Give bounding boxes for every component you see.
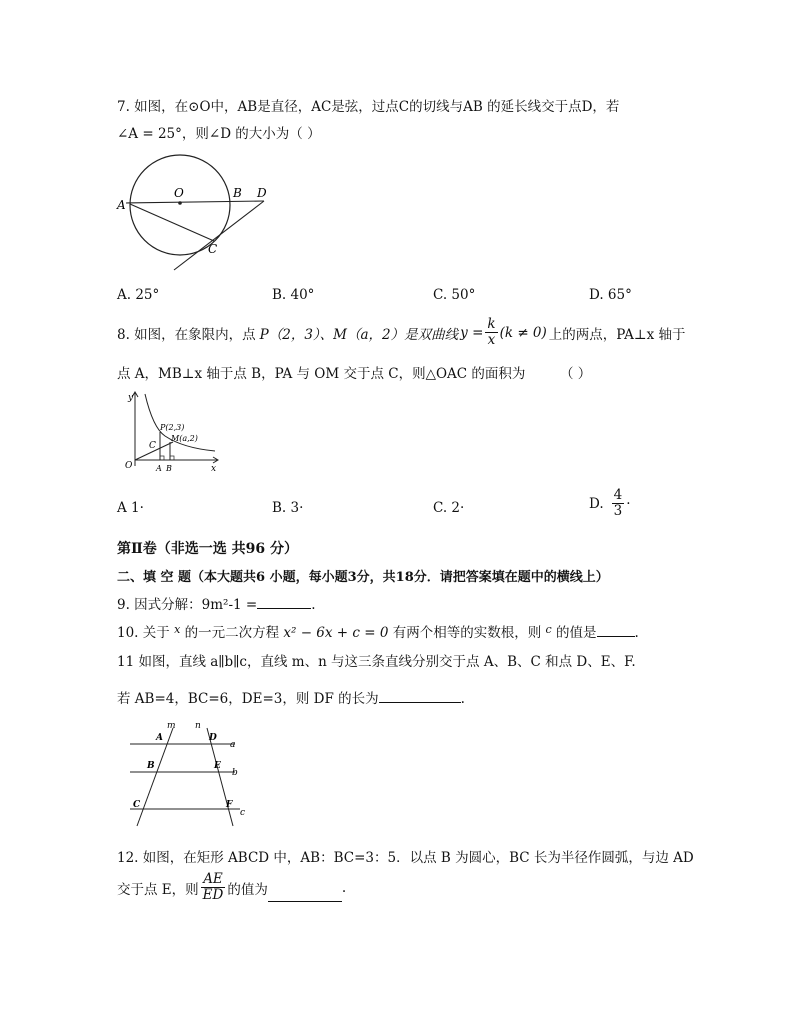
q8-label-m: M(a,2) bbox=[171, 434, 198, 443]
q12-line2-a: 交于点 E，则 bbox=[117, 881, 199, 898]
q11-label-B: B bbox=[147, 761, 155, 771]
q11-label-E: E bbox=[214, 761, 221, 771]
q8-label-c: C bbox=[149, 441, 156, 451]
q10-d: 的值是 bbox=[556, 625, 597, 641]
q11-label-F: F bbox=[226, 800, 233, 810]
q7-label-o: O bbox=[174, 186, 184, 200]
q11-end: . bbox=[460, 691, 465, 707]
q7-label-a: A bbox=[117, 198, 126, 212]
q8-formula-den: x bbox=[487, 332, 496, 348]
q8-option-d-prefix: D. bbox=[589, 495, 604, 512]
q8-text-line1 bbox=[117, 317, 685, 348]
q12-text-line1: 12. 如图，在矩形 ABCD 中，AB：BC=3：5．以点 B 为圆心，BC 长为半径作圆弧，与边 AD bbox=[117, 850, 694, 866]
q8-option-d-den: 3 bbox=[613, 503, 623, 519]
q8-option-d bbox=[589, 488, 631, 519]
q8-option-d-frac bbox=[612, 488, 625, 519]
q10-end: . bbox=[634, 625, 639, 641]
q8-line1-b: P（2，3）、M（a，2）是双曲线 bbox=[259, 326, 459, 343]
q8-text-line2: 点 A，MB⊥x 轴于点 B，PA 与 OM 交于点 C，则△OAC 的面积为 bbox=[117, 366, 526, 382]
q12-frac-num: AE bbox=[203, 871, 223, 887]
q7-text-line1: 7. 如图，在⊙O中，AB是直径，AC是弦，过点C的切线与AB 的延长线交于点D，若 bbox=[117, 99, 620, 115]
q10-cvar: c bbox=[545, 623, 552, 636]
q11-label-C: C bbox=[133, 800, 141, 810]
q11-text-line2-wrap bbox=[117, 687, 465, 707]
q8-option-a: A 1· bbox=[117, 500, 144, 516]
q8-option-d-suffix: · bbox=[626, 495, 631, 512]
q10-a: 10. 关于 bbox=[117, 625, 170, 641]
q12-answer-blank[interactable] bbox=[268, 887, 342, 902]
q9-line bbox=[117, 593, 316, 613]
q11-label-n: n bbox=[195, 721, 201, 731]
q8-line1-c: 上的两点，PA⊥x 轴于 bbox=[548, 326, 686, 343]
q8-label-x: x bbox=[211, 464, 217, 474]
q10-eq: x² − 6x + c = 0 bbox=[283, 625, 389, 641]
q9-text: 9. 因式分解：9m²-1 = bbox=[117, 597, 258, 613]
q8-formula-cond: (k ≠ 0) bbox=[499, 324, 547, 341]
q12-frac-den: ED bbox=[202, 887, 224, 903]
q12-line2-b: 的值为 bbox=[227, 881, 268, 898]
q10-c: 有两个相等的实数根，则 bbox=[392, 625, 542, 641]
q8-option-d-num: 4 bbox=[613, 487, 623, 503]
q7-option-b: B. 40° bbox=[272, 287, 315, 303]
q7-label-b: B bbox=[233, 186, 242, 200]
q7-label-d: D bbox=[257, 186, 267, 200]
q8-formula-frac bbox=[485, 317, 497, 348]
q7-option-c: C. 50° bbox=[433, 287, 476, 303]
q8-label-a: A bbox=[156, 464, 162, 473]
q7-option-d: D. 65° bbox=[589, 287, 632, 303]
q11-label-a-line: a bbox=[230, 740, 236, 750]
q8-label-b: B bbox=[166, 464, 172, 473]
q11-label-c-line: c bbox=[240, 808, 246, 818]
q9-end: . bbox=[311, 597, 316, 613]
q10-x: x bbox=[174, 623, 181, 636]
q8-paren: （ ） bbox=[560, 366, 592, 382]
q11-parallel-lines-figure bbox=[125, 718, 255, 830]
section-subtitle: 二、填 空 题（本大题共6 小题，每小题3分，共18分．请把答案填在题中的横线上） bbox=[117, 570, 609, 585]
q8-formula-y: y = bbox=[460, 324, 484, 341]
q8-line1-a: 8. 如图，在象限内，点 bbox=[117, 326, 256, 343]
q10-b: 的一元二次方程 bbox=[184, 625, 280, 641]
q8-hyperbola-figure bbox=[115, 388, 225, 476]
q7-text-line2: ∠A = 25°，则∠D 的大小为（ ） bbox=[117, 126, 321, 142]
q12-end: . bbox=[341, 879, 347, 896]
q7-circle-figure bbox=[112, 148, 282, 273]
q10-line bbox=[117, 621, 639, 641]
q9-answer-blank[interactable] bbox=[257, 594, 311, 609]
q12-text-line2 bbox=[117, 872, 346, 903]
q7-option-a: A. 25° bbox=[117, 287, 160, 303]
section-title: 第Ⅱ卷（非选一选 共96 分） bbox=[117, 541, 299, 557]
q8-label-o: O bbox=[125, 461, 133, 471]
q11-answer-blank[interactable] bbox=[379, 688, 461, 703]
q11-text-line2: 若 AB=4，BC=6，DE=3，则 DF 的长为 bbox=[117, 691, 379, 707]
q12-frac bbox=[201, 872, 226, 903]
q11-label-D: D bbox=[209, 733, 217, 743]
q8-label-p: P(2,3) bbox=[160, 423, 185, 432]
q8-option-b: B. 3· bbox=[272, 500, 304, 516]
q11-text-line1: 11 如图，直线 a∥b∥c，直线 m、n 与这三条直线分别交于点 A、B、C 和点 D、E、F. bbox=[117, 654, 636, 670]
q8-formula-num: k bbox=[487, 316, 496, 332]
q8-option-c: C. 2· bbox=[433, 500, 465, 516]
q8-label-y: y bbox=[128, 393, 134, 403]
q11-label-A: A bbox=[156, 733, 163, 743]
q7-label-c: C bbox=[208, 242, 218, 256]
q10-answer-blank[interactable] bbox=[597, 622, 635, 637]
q11-label-b-line: b bbox=[232, 768, 238, 778]
q11-label-m: m bbox=[167, 721, 176, 731]
